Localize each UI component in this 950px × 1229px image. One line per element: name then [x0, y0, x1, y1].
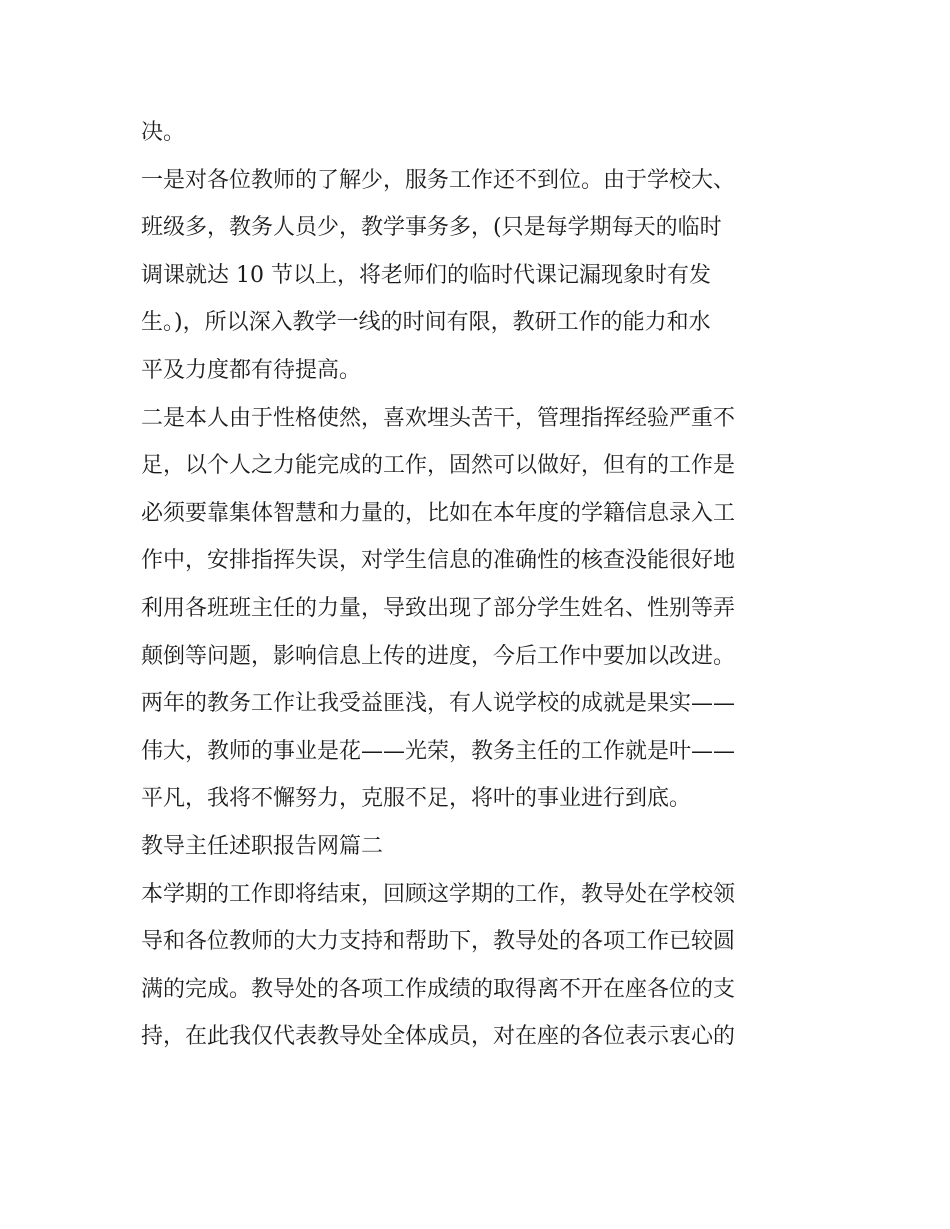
text-line: 班级多，教务人员少，教学事务多，(只是每学期每天的临时	[141, 215, 722, 241]
text-line: 满的完成。教导处的各项工作成绩的取得离不开在座各位的支	[141, 976, 736, 1002]
section-heading: 教导主任述职报告网篇二	[141, 833, 384, 859]
text-line: 作中，安排指挥失误，对学生信息的准确性的核查没能很好地	[141, 548, 736, 574]
text-line: 平凡，我将不懈努力，克服不足，将叶的事业进行到底。	[141, 786, 692, 812]
text-line: 导和各位教师的大力支持和帮助下，教导处的各项工作已较圆	[141, 929, 736, 955]
text-line: 颠倒等问题，影响信息上传的进度，今后工作中要加以改进。	[141, 643, 736, 669]
text-line: 二是本人由于性格使然，喜欢埋头苦干，管理指挥经验严重不	[141, 405, 736, 431]
document-body	[141, 109, 813, 1061]
text-line: 持，在此我仅代表教导处全体成员，对在座的各位表示衷心的	[141, 1024, 736, 1050]
text-line: 本学期的工作即将结束，回顾这学期的工作，教导处在学校领	[141, 881, 736, 907]
text-line: 一是对各位教师的了解少，服务工作还不到位。由于学校大、	[141, 167, 736, 193]
text-line: 必须要靠集体智慧和力量的，比如在本年度的学籍信息录入工	[141, 500, 736, 526]
text-line: 两年的教务工作让我受益匪浅，有人说学校的成就是果实——	[141, 691, 736, 717]
text-line: 平及力度都有待提高。	[141, 357, 362, 383]
text-line: 决。	[141, 120, 186, 145]
text-line: 生。)，所以深入教学一线的时间有限，教研工作的能力和水	[141, 310, 711, 336]
text-line: 利用各班班主任的力量，导致出现了部分学生姓名、性别等弄	[141, 595, 736, 621]
text-line: 足，以个人之力能完成的工作，固然可以做好，但有的工作是	[141, 453, 736, 479]
text-line: 伟大，教师的事业是花——光荣，教务主任的工作就是叶——	[141, 738, 736, 764]
text-line: 调课就达 10 节以上，将老师们的临时代课记漏现象时有发	[141, 262, 711, 288]
